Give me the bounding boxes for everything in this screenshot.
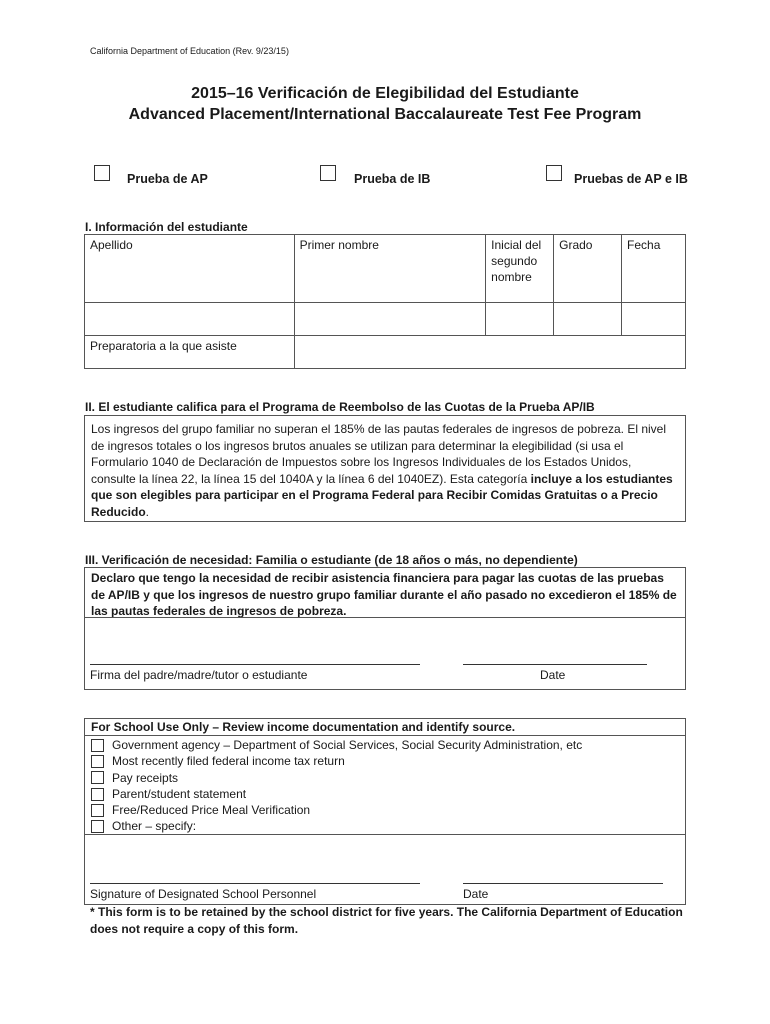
section3-declaration-box [84,567,686,618]
school-signature-label: Signature of Designated School Personnel [90,887,317,901]
school-signature-line[interactable] [90,883,420,884]
parent-signature-line[interactable] [90,664,420,665]
school-use-options [85,736,685,835]
section2-text-bold: incluye a los estudiantes que son elegibles para participar en el Programa Federal para Recibir Comidas Gratuitas o a Precio Reducido [91,471,673,519]
student-info-table [84,234,686,369]
label-parent-statement: Parent/student statement [112,786,247,801]
header-primer-nombre: Primer nombre [294,235,486,303]
label-other: Other – specify: [112,819,197,834]
school-use-box [84,718,686,905]
header-apellido: Apellido [85,235,295,303]
form-title: 2015–16 Verificación de Elegibilidad del Estudiante [191,85,579,102]
section2-text-end: . [145,504,150,519]
footer-note: * This form is to be retained by the school district for five years. The California Department of Education does not require a copy of this form. [90,905,683,936]
school-date-line[interactable] [463,883,663,884]
header-fecha: Fecha [622,235,686,303]
checkbox-pay-receipts[interactable] [91,771,104,784]
primer-nombre-field[interactable] [294,303,486,336]
parent-signature-label: Firma del padre/madre/tutor o estudiante [90,668,308,682]
option-meal-verification[interactable] [91,802,679,818]
fecha-field[interactable] [622,303,686,336]
school-label: Preparatoria a la que asiste [85,336,295,369]
ib-test-label: Prueba de IB [354,172,431,186]
section2-text-normal: Los ingresos del grupo familiar no superan el 185% de las pautas federales de ingresos de pobreza. El nivel de ingresos totales o los ingresos brutos anuales se utilizan para determinar la elegibilidad (si usa el Formulario 1040 de Declaración de Impuestos sobre los Ingresos Individuales de los Estados Unidos, consulte la línea 22, la línea 15 del 1040A y la línea 6 del 1040EZ). Esta categoría [91,422,667,486]
school-date-label: Date [463,887,489,901]
ib-test-checkbox[interactable] [320,165,336,181]
checkbox-tax-return[interactable] [91,755,104,768]
ap-test-checkbox[interactable] [94,165,110,181]
section2-box [84,415,686,522]
option-government-agency[interactable] [91,737,679,753]
header-note: California Department of Education (Rev. 9/23/15) [90,46,289,56]
option-pay-receipts[interactable] [91,770,679,786]
form-subtitle: Advanced Placement/International Baccalaureate Test Fee Program [128,106,642,123]
school-field[interactable] [294,336,685,369]
section2-title: II. El estudiante califica para el Programa de Reembolso de las Cuotas de la Prueba AP/IB [85,400,595,414]
option-other[interactable] [91,818,679,834]
ap-ib-test-label: Pruebas de AP e IB [574,172,688,186]
label-pay-receipts: Pay receipts [112,770,179,785]
apellido-field[interactable] [85,303,295,336]
checkbox-parent-statement[interactable] [91,788,104,801]
section3-declaration: Declaro que tengo la necesidad de recibir asistencia financiera para pagar las cuotas de las pruebas de AP/IB y que los ingresos de nuestro grupo familiar durante el año pasado no excedieron el 185% de las pautas federales de ingresos de pobreza. [91,571,677,618]
checkbox-meal-verification[interactable] [91,804,104,817]
section2-text [85,416,685,521]
label-tax-return: Most recently filed federal income tax return [112,754,345,769]
parent-date-line[interactable] [463,664,647,665]
label-government-agency: Government agency – Department of Social Services, Social Security Administration, etc [112,738,583,752]
grado-field[interactable] [554,303,622,336]
label-meal-verification: Free/Reduced Price Meal Verification [112,803,311,818]
section1-title: I. Información del estudiante [85,220,248,234]
school-use-title: For School Use Only – Review income documentation and identify source. [85,719,685,736]
checkbox-government-agency[interactable] [91,739,104,752]
ap-test-label: Prueba de AP [127,172,208,186]
option-parent-statement[interactable] [91,786,679,802]
header-grado: Grado [554,235,622,303]
option-tax-return[interactable] [91,753,679,769]
section3-title: III. Verificación de necesidad: Familia o estudiante (de 18 años o más, no dependiente) [85,553,578,567]
header-inicial: Inicial del segundo nombre [486,235,554,303]
ap-ib-test-checkbox[interactable] [546,165,562,181]
inicial-field[interactable] [486,303,554,336]
parent-date-label: Date [540,668,566,682]
checkbox-other[interactable] [91,820,104,833]
